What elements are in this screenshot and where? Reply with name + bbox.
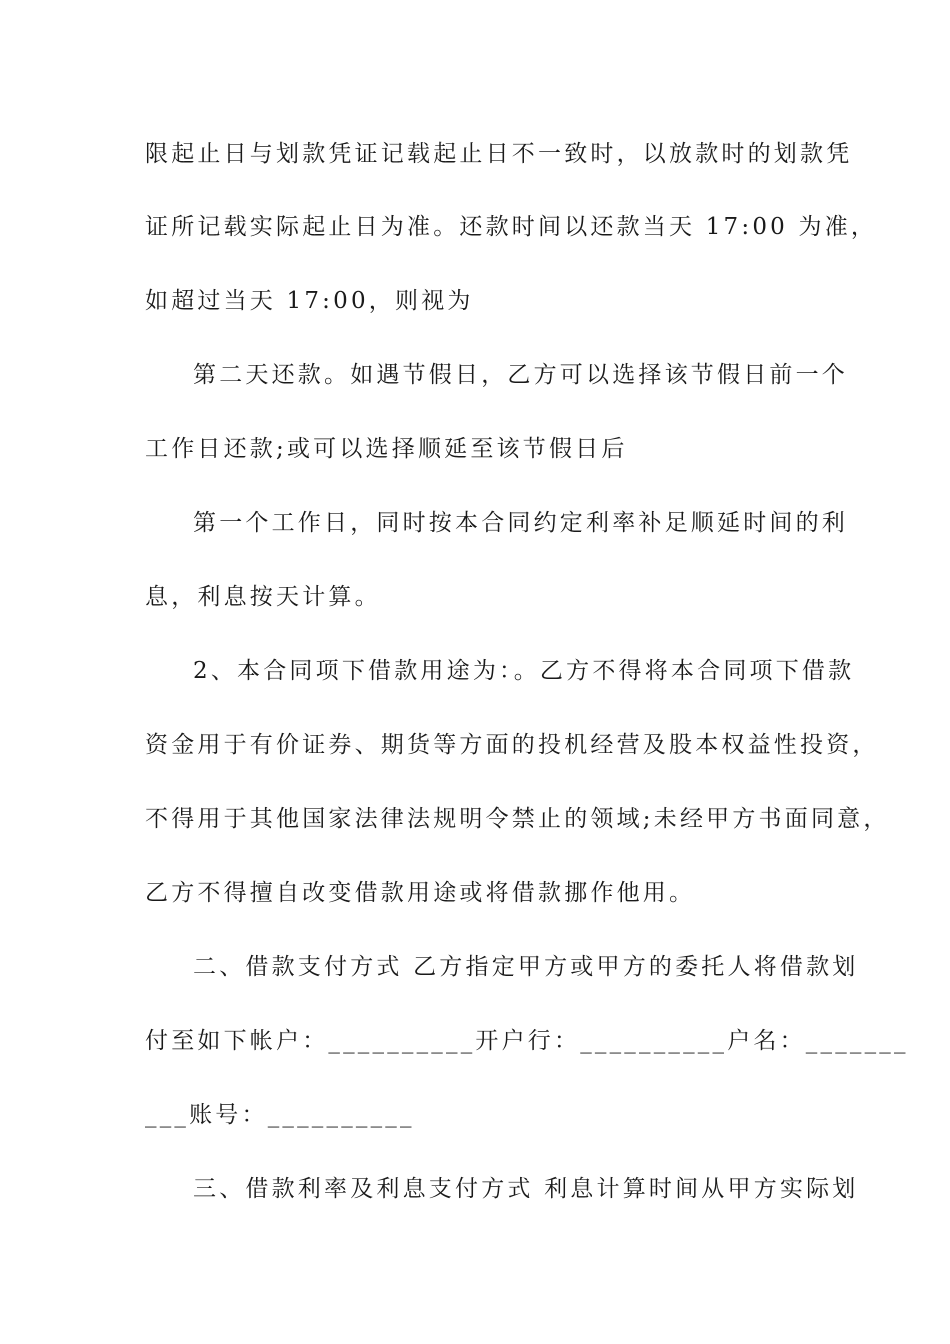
paragraph-start-line-6: 第一个工作日，同时按本合同约定利率补足顺延时间的利 bbox=[193, 510, 848, 536]
section-heading-line-12: 二、借款支付方式 乙方指定甲方或甲方的委托人将借款划 bbox=[193, 954, 859, 980]
paragraph-start-line-4: 第二天还款。如遇节假日，乙方可以选择该节假日前一个 bbox=[193, 362, 848, 388]
paragraph-start-line-8: 2、本合同项下借款用途为：。乙方不得将本合同项下借款 bbox=[193, 658, 855, 684]
account-fields-line-14: ___账号：__________ bbox=[145, 1102, 415, 1128]
text-line-9: 资金用于有价证券、期货等方面的投机经营及股本权益性投资， bbox=[145, 732, 879, 758]
account-fields-line-13: 付至如下帐户：__________开户行：__________户名：_______ bbox=[145, 1028, 909, 1054]
text-line-7: 息，利息按天计算。 bbox=[145, 584, 381, 610]
text-line-2: 证所记载实际起止日为准。还款时间以还款当天 17:00 为准， bbox=[145, 214, 878, 240]
text-line-10: 不得用于其他国家法律法规明令禁止的领域;未经甲方书面同意， bbox=[145, 806, 890, 832]
text-line-5: 工作日还款;或可以选择顺延至该节假日后 bbox=[145, 436, 628, 462]
section-heading-line-15: 三、借款利率及利息支付方式 利息计算时间从甲方实际划 bbox=[193, 1176, 859, 1202]
text-line-3: 如超过当天 17:00，则视为 bbox=[145, 288, 474, 314]
text-line-1: 限起止日与划款凭证记载起止日不一致时，以放款时的划款凭 bbox=[145, 141, 853, 167]
text-line-11: 乙方不得擅自改变借款用途或将借款挪作他用。 bbox=[145, 880, 696, 906]
